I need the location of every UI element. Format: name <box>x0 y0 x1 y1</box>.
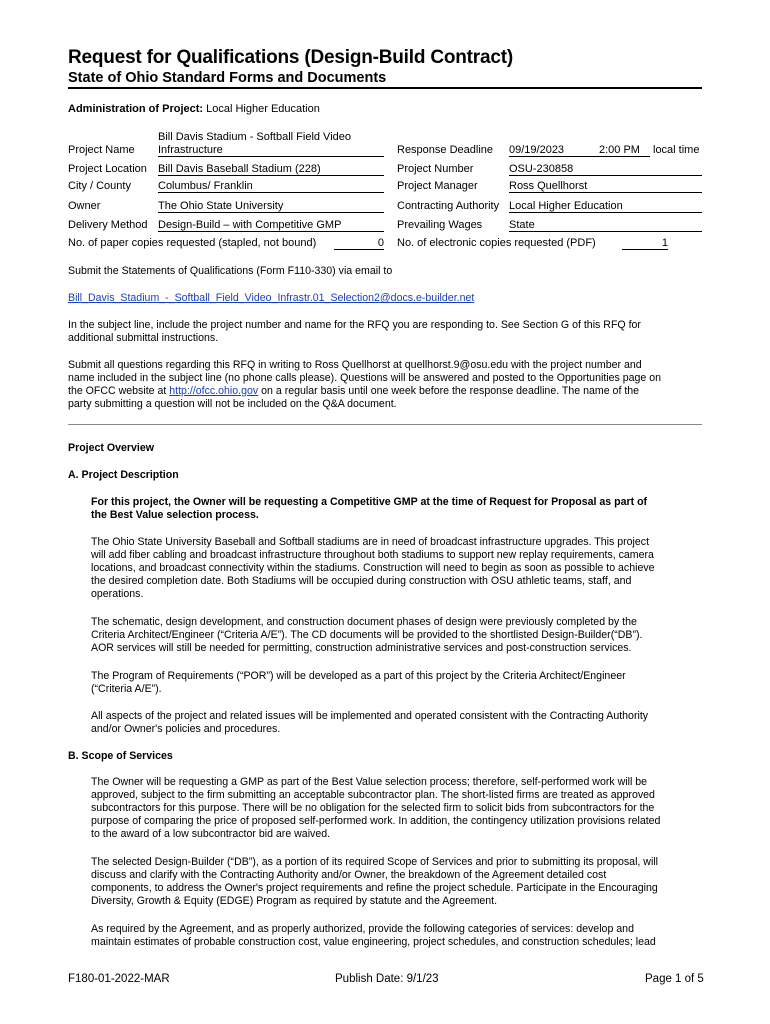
footer-page-number: Page 1 of 5 <box>645 973 704 985</box>
response-deadline-date: 09/19/2023 <box>509 144 565 156</box>
administration-value: Local Higher Education <box>206 103 320 115</box>
project-number-label: Project Number <box>397 163 474 175</box>
paragraph-line: AOR services will still be needed for permitting, construction administrative services and post-construction services. <box>91 642 632 654</box>
project-manager-value: Ross Quellhorst <box>509 180 702 193</box>
competitive-gmp-notice <box>91 496 705 522</box>
paragraph-line: operations. <box>91 588 144 600</box>
paragraph-line: The Owner will be requesting a GMP as part of the Best Value selection process; therefore, self-performed work will be <box>91 776 648 788</box>
administration-line <box>68 103 320 115</box>
city-county-label: City / County <box>68 180 131 192</box>
city-county-value: Columbus/ Franklin <box>158 180 384 193</box>
project-name-line2: Infrastructure <box>158 144 384 157</box>
scope-paragraph-1 <box>91 776 705 841</box>
submit-instruction: Submit the Statements of Qualifications (Form F110-330) via email to <box>68 265 393 277</box>
paragraph-line: The Program of Requirements (“POR”) will be developed as a part of this project by the Criteria Architect/Engineer <box>91 670 626 682</box>
paragraph-line: The selected Design-Builder (“DB”), as a portion of its required Scope of Services and prior to submitting its proposal, will <box>91 856 659 868</box>
paragraph-line: maintain estimates of probable construction cost, value engineering, project schedules, and construction schedules; lead <box>91 936 656 948</box>
paragraph-line: locations, and broadcast connectivity within the stadiums. Construction will need to begin as soon as possible to achieve <box>91 562 655 574</box>
section-divider <box>68 424 702 425</box>
paragraph-line: additional submittal instructions. <box>68 332 219 344</box>
project-description-heading: A. Project Description <box>68 469 179 481</box>
delivery-method-value: Design-Build – with Competitive GMP <box>158 219 384 232</box>
scope-paragraph-2 <box>91 856 705 908</box>
description-paragraph-4 <box>91 710 705 736</box>
paragraph-line: The schematic, design development, and construction document phases of design were previously completed by the <box>91 616 637 628</box>
paragraph-line: As required by the Agreement, and as properly authorized, provide the following categories of services: develop and <box>91 923 634 935</box>
subject-line-paragraph <box>68 319 704 345</box>
prevailing-wages-label: Prevailing Wages <box>397 219 483 231</box>
paragraph-line: will add fiber cabling and broadcast infrastructure throughout both stadiums to support new replay requirements, camera <box>91 549 654 561</box>
paper-copies-label: No. of paper copies requested (stapled, not bound) <box>68 237 317 249</box>
owner-value: The Ohio State University <box>158 200 384 213</box>
submission-email[interactable]: Bill_Davis_Stadium_-_Softball_Field_Video_Infrastr.01_Selection2@docs.e-builder.net <box>68 292 475 304</box>
paragraph-line: For this project, the Owner will be requesting a Competitive GMP at the time of Request for Proposal as part of <box>91 496 648 508</box>
contracting-authority-label: Contracting Authority <box>397 200 500 212</box>
description-paragraph-3 <box>91 670 705 696</box>
description-paragraph-1 <box>91 536 705 601</box>
paragraph-line: approved, subject to the firm submitting an acceptable subcontractor plan. The short-listed firms are treated as approved <box>91 789 655 801</box>
document-title: Request for Qualifications (Design-Build Contract) <box>68 47 513 68</box>
submission-email-link[interactable] <box>68 292 704 305</box>
paragraph-line: to the award of a low subcontractor bid are waived. <box>91 828 331 840</box>
project-overview-heading: Project Overview <box>68 442 154 454</box>
project-number-value: OSU-230858 <box>509 163 702 176</box>
paragraph-text: the OFCC website at <box>68 385 170 397</box>
prevailing-wages-value: State <box>509 219 702 232</box>
project-location-value: Bill Davis Baseball Stadium (228) <box>158 163 384 176</box>
paragraph-line: (“Criteria A/E”). <box>91 683 162 695</box>
delivery-method-label: Delivery Method <box>68 219 148 231</box>
paragraph-line: party submitting a question will not be included on the Q&A document. <box>68 398 397 410</box>
project-name-label: Project Name <box>68 144 135 156</box>
paragraph-line: Submit all questions regarding this RFQ in writing to Ross Quellhorst at quellhorst.9@osu.edu with the project number and <box>68 359 642 371</box>
paragraph-text: on a regular basis until one week before the response deadline. The name of the <box>258 385 640 397</box>
local-time-label: local time <box>653 144 700 156</box>
footer-publish-date: Publish Date: 9/1/23 <box>335 973 439 985</box>
owner-label: Owner <box>68 200 101 212</box>
title-rule <box>68 87 702 89</box>
paragraph-line: The Ohio State University Baseball and Softball stadiums are in need of broadcast infrastructure upgrades. This project <box>91 536 650 548</box>
paragraph-line: Criteria Architect/Engineer (“Criteria A/E”). The CD documents will be provided to the shortlisted Design-Builder(“DB”). <box>91 629 643 641</box>
response-deadline-time: 2:00 PM <box>599 144 640 156</box>
scope-paragraph-3 <box>91 923 705 949</box>
scope-of-services-heading: B. Scope of Services <box>68 750 173 762</box>
questions-paragraph <box>68 359 704 411</box>
paragraph-line: name included in the subject line (no phone calls please). Questions will be answered and posted to the Opportunities page on <box>68 372 662 384</box>
footer-form-id: F180-01-2022-MAR <box>68 973 170 985</box>
project-location-label: Project Location <box>68 163 147 175</box>
paragraph-line <box>68 385 704 398</box>
description-paragraph-2 <box>91 616 705 655</box>
electronic-copies-label: No. of electronic copies requested (PDF) <box>397 237 596 249</box>
paper-copies-value: 0 <box>334 237 384 250</box>
ofcc-website-link[interactable]: http://ofcc.ohio.gov <box>169 385 259 397</box>
paragraph-line: discuss and clarify with the Contracting Authority and/or Owner, the breakdown of the Agreement detailed cost <box>91 869 607 881</box>
paragraph-line: and/or Owner's policies and procedures. <box>91 723 281 735</box>
response-deadline-field <box>509 144 650 157</box>
paragraph-line: All aspects of the project and related issues will be implemented and operated consistent with the Contracting Authority <box>91 710 649 722</box>
paragraph-line: In the subject line, include the project number and name for the RFQ you are responding to. See Section G of this RFQ for <box>68 319 641 331</box>
electronic-copies-value: 1 <box>622 237 668 250</box>
paragraph-line: subcontractors for this purpose. There will be no obligation for the selected firm to solicit bids from subcontractors for the <box>91 802 655 814</box>
paragraph-line: components, to address the Owner's project requirements and refine the project schedule. Participate in the Encouraging <box>91 882 658 894</box>
response-deadline-label: Response Deadline <box>397 144 494 156</box>
document-subtitle: State of Ohio Standard Forms and Documents <box>68 70 387 86</box>
administration-label: Administration of Project: <box>68 103 204 115</box>
paragraph-line: purpose of comparing the price of proposed self-performed work. In addition, the contingency utilization provisions related <box>91 815 661 827</box>
contracting-authority-value: Local Higher Education <box>509 200 702 213</box>
project-manager-label: Project Manager <box>397 180 478 192</box>
paragraph-line: the desired completion date. Both Stadiums will be occupied during construction with OSU athletic teams, staff, and <box>91 575 632 587</box>
paragraph-line: Diversity, Growth & Equity (EDGE) Program as required by statute and the Agreement. <box>91 895 498 907</box>
paragraph-line: the Best Value selection process. <box>91 509 259 521</box>
project-name-line1: Bill Davis Stadium - Softball Field Video <box>158 131 351 143</box>
